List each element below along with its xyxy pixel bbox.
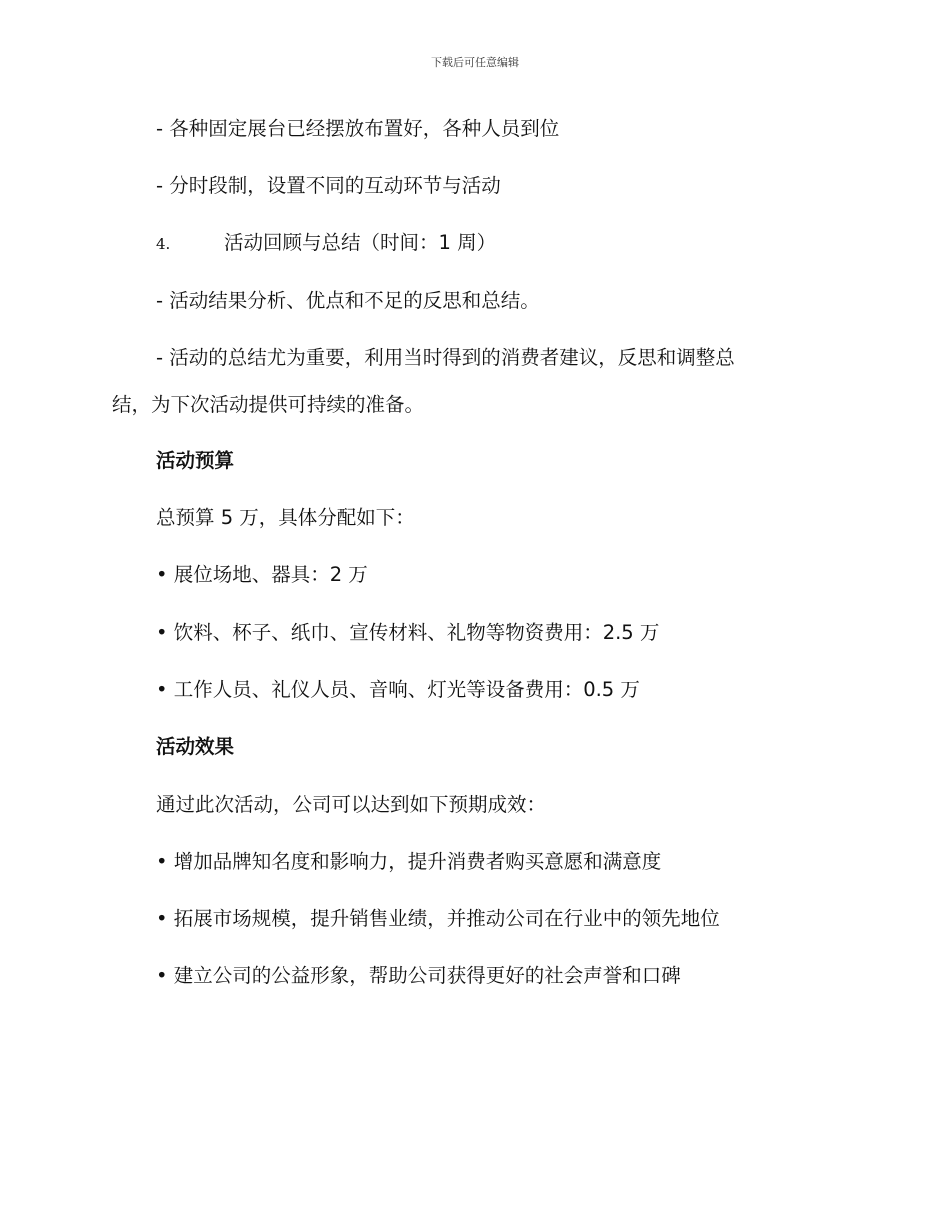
- step-item: - 各种固定展台已经摆放布置好，各种人员到位: [156, 117, 560, 140]
- step-item-continued: 结，为下次活动提供可持续的准备。: [112, 393, 425, 416]
- section-heading-effect: 活动效果: [156, 735, 235, 758]
- item-text: 活动回顾与总结（时间：1 周）: [224, 231, 497, 254]
- budget-item: • 饮料、杯子、纸巾、宣传材料、礼物等物资费用：2.5 万: [156, 621, 660, 644]
- effect-intro: 通过此次活动，公司可以达到如下预期成效：: [156, 793, 547, 816]
- item-number: 4.: [156, 235, 171, 253]
- page-header: 下载后可任意编辑: [431, 56, 519, 69]
- numbered-heading: [156, 230, 496, 257]
- effect-item: • 拓展市场规模，提升销售业绩，并推动公司在行业中的领先地位: [156, 907, 720, 930]
- budget-item: • 工作人员、礼仪人员、音响、灯光等设备费用：0.5 万: [156, 678, 640, 701]
- budget-intro: 总预算 5 万，具体分配如下：: [156, 506, 415, 529]
- step-item: - 活动的总结尤为重要，利用当时得到的消费者建议，反思和调整总: [156, 346, 735, 369]
- budget-item: • 展位场地、器具：2 万: [156, 563, 368, 586]
- effect-item: • 建立公司的公益形象，帮助公司获得更好的社会声誉和口碑: [156, 964, 681, 987]
- step-item: - 分时段制，设置不同的互动环节与活动: [156, 174, 501, 197]
- section-heading-budget: 活动预算: [156, 449, 235, 472]
- step-item: - 活动结果分析、优点和不足的反思和总结。: [156, 289, 540, 312]
- effect-item: • 增加品牌知名度和影响力，提升消费者购买意愿和满意度: [156, 850, 662, 873]
